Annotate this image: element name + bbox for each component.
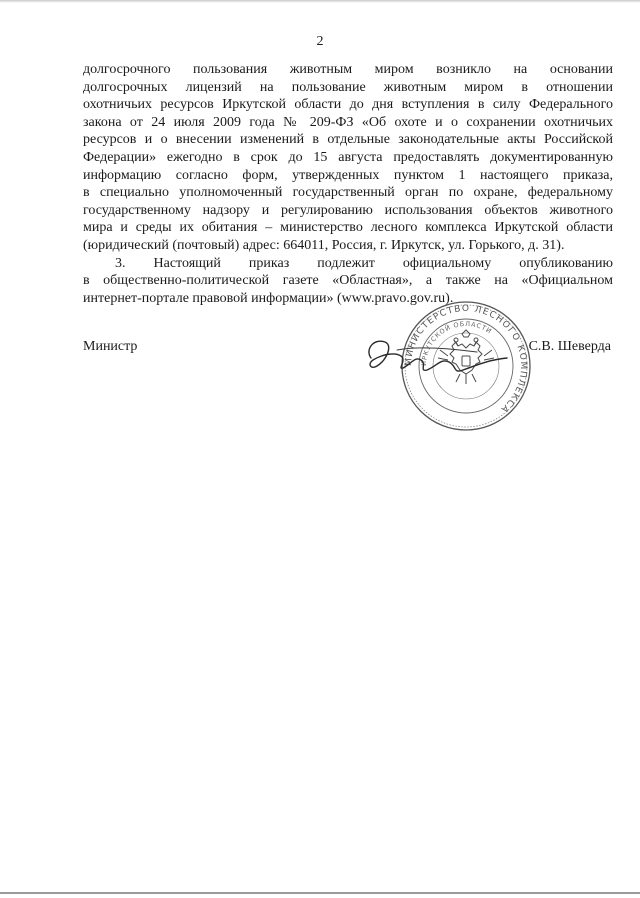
body-line: (юридический (почтовый) адрес: 664011, Россия, г. Иркутск, ул. Горького, д. 31). [83, 237, 565, 253]
body-line: информацию согласно форм, утвержденных пунктом 1 настоящего приказа, [83, 167, 613, 183]
body-line: государственному надзору и регулированию использования объектов животного [83, 202, 613, 218]
body-line: закона от 24 июля 2009 года № 209-ФЗ «Об охоте и о сохранении охотничьих [83, 114, 613, 130]
scan-bottom-edge [0, 892, 640, 894]
body-line: в специально уполномоченный государственный орган по охране, федеральному [83, 185, 613, 201]
signatory-title: Министр [83, 339, 138, 354]
body-line: долгосрочного пользования животным миром возникло на основании [83, 62, 613, 77]
page-number: 2 [316, 34, 324, 49]
seal-outer-text: МИНИСТЕРСТВО ЛЕСНОГО КОМПЛЕКСА [403, 303, 529, 415]
signatory-name: С.В. Шеверда [528, 339, 611, 354]
body-line: в общественно-политической газете «Областная», а также на «Официальном [83, 273, 613, 289]
handwritten-signature-icon [357, 330, 532, 385]
body-line: интернет-портале правовой информации» (www.pravo.gov.ru). [83, 290, 454, 306]
body-line: мира и среды их обитания – министерство лесного комплекса Иркутской области [83, 220, 613, 236]
body-line: охотничьих ресурсов Иркутской области до дня вступления в силу Федерального [83, 97, 613, 113]
document-body [83, 61, 613, 307]
seal-inner-text: ИРКУТСКОЙ ОБЛАСТИ [419, 319, 494, 367]
paragraph-3-first-line: 3. Настоящий приказ подлежит официальному опубликованию [115, 255, 613, 271]
body-line: Федерации» ежегодно в срок до 15 августа предоставлять документированную [83, 149, 613, 165]
scan-top-edge [0, 0, 640, 3]
body-line: ресурсов и о внесении изменений в отдельные законодательные акты Российской [83, 132, 613, 148]
body-line: долгосрочных лицензий на пользование животным миром в отношении [83, 79, 613, 95]
